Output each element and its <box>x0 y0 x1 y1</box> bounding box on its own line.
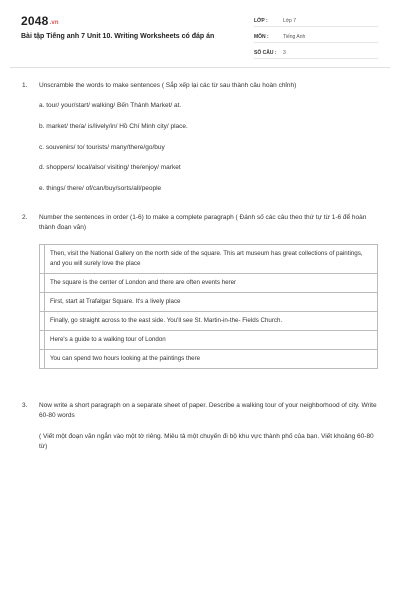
meta-label: LỚP : <box>254 18 268 24</box>
sentence-cell: Finally, go straight across to the east side. You'll see St. Martin-in-the- Fields Church. <box>45 312 378 331</box>
question-note: ( Viết một đoạn văn ngắn vào một tờ riêng. Miêu tả một chuyến đi bộ khu vực thành phố của bạn. Viết khoảng 60-80 từ) <box>39 433 374 450</box>
meta-label: SỐ CÂU : <box>254 50 277 56</box>
page-title: Bài tập Tiếng anh 7 Unit 10. Writing Worksheets có đáp án <box>21 33 215 40</box>
table-row <box>40 350 378 369</box>
question-number: 1. <box>22 82 28 89</box>
meta-value: 3 <box>283 50 286 56</box>
meta-panel <box>254 14 378 62</box>
meta-value: Tiếng Anh <box>283 34 306 40</box>
question-number: 2. <box>22 214 28 221</box>
sentence-cell: You can spend two hours looking at the paintings there <box>45 350 378 369</box>
header-divider <box>10 67 390 68</box>
question-2 <box>22 213 378 233</box>
question-text: Unscramble the words to make sentences ( Sắp xếp lại các từ sau thành câu hoàn chỉnh) <box>39 82 297 89</box>
sentence-table <box>39 244 378 369</box>
sentence-cell: First, start at Trafalgar Square. It's a lively place <box>45 293 378 312</box>
table-row <box>40 293 378 312</box>
meta-row-class <box>254 14 378 27</box>
logo-text: 2048 <box>21 14 49 28</box>
meta-row-count <box>254 46 378 59</box>
question-text: Number the sentences in order (1-6) to make a complete paragraph ( Đánh số các câu theo thứ tự từ 1-6 để hoàn thành đoạn văn) <box>39 214 367 231</box>
question-number: 3. <box>22 402 28 409</box>
question-3 <box>22 401 378 421</box>
meta-row-subject <box>254 30 378 43</box>
logo-suffix: .vn <box>49 20 59 26</box>
meta-label: MÔN : <box>254 34 269 40</box>
list-item: a. tour/ your/start/ walking/ Bến Thành Market/ at. <box>39 102 182 109</box>
sentence-cell: Here's a guide to a walking tour of London <box>45 331 378 350</box>
list-item: d. shoppers/ local/also/ visiting/ the/enjoy/ market <box>39 164 181 171</box>
question-text: Now write a short paragraph on a separate sheet of paper. Describe a walking tour of your neighborhood of city. Write 60-80 words <box>39 402 377 419</box>
table-row <box>40 274 378 293</box>
list-item: e. things/ there/ of/can/buy/sorts/all/people <box>39 185 162 192</box>
list-item: b. market/ the/a/ is/lively/in/ Hồ Chí Minh city/ place. <box>39 123 188 130</box>
site-logo[interactable] <box>21 14 59 28</box>
sentence-cell: Then, visit the National Gallery on the north side of the square. This art museum has great collections of paintings, and you will surely love the place <box>45 245 378 274</box>
table-row <box>40 331 378 350</box>
table-row <box>40 245 378 274</box>
meta-value: Lớp 7 <box>283 18 297 24</box>
sentence-cell: The square is the center of London and there are often events herer <box>45 274 378 293</box>
table-row <box>40 312 378 331</box>
list-item: c. souvenirs/ to/ tourists/ many/there/go/buy <box>39 144 165 151</box>
question-1 <box>22 81 378 91</box>
